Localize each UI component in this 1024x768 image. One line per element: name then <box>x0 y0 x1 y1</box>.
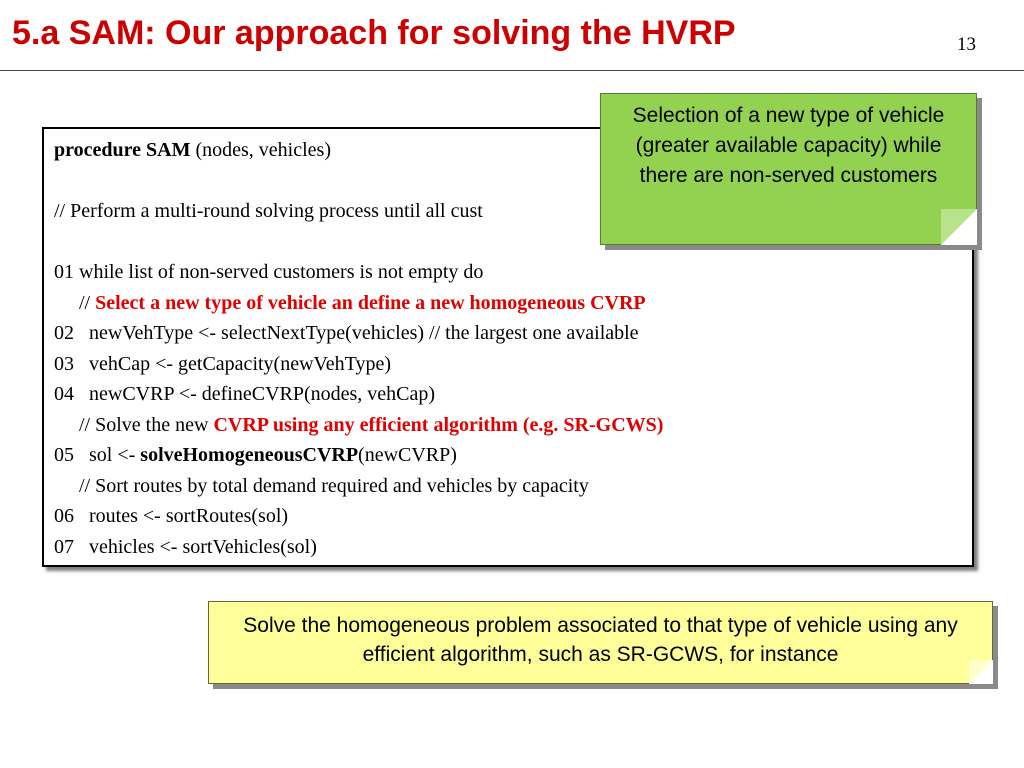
line-05-prefix: 05 sol <- <box>54 444 141 466</box>
solve-function-name: solveHomogeneousCVRP <box>140 444 359 466</box>
comment-solve-cvrp <box>54 410 962 441</box>
code-line-07: 07 vehicles <- sortVehicles(sol) <box>54 535 317 558</box>
slide-title: 5.a SAM: Our approach for solving the HVRP <box>12 14 736 52</box>
comment-sort: // Sort routes by total demand required and vehicles by capacity <box>54 474 589 497</box>
comment-select-vehicle <box>54 288 962 319</box>
line-05-suffix: (newCVRP) <box>358 444 457 466</box>
title-divider <box>0 70 1024 71</box>
code-line-05 <box>54 440 962 471</box>
code-line-01: 01 while list of non-served customers is not empty do <box>54 261 484 283</box>
comment-highlight: Select a new type of vehicle an define a new homogeneous CVRP <box>95 291 646 314</box>
slide-number: 13 <box>957 34 976 55</box>
yellow-note-text: Solve the homogeneous problem associated to that type of vehicle using any efficient algorithm, such as SR-GCWS, for instance <box>243 614 958 666</box>
code-line-04: 04 newCVRP <- defineCVRP(nodes, vehCap) <box>54 383 436 405</box>
green-callout-note <box>600 93 977 245</box>
procedure-args: (nodes, vehicles) <box>190 139 331 161</box>
comment-prefix: // Solve the new <box>54 413 214 436</box>
yellow-callout-note <box>208 601 993 684</box>
comment-highlight: CVRP using any efficient algorithm (e.g. SR-GCWS) <box>213 413 664 436</box>
code-line-02: 02 newVehType <- selectNextType(vehicles) // the largest one available <box>54 322 639 344</box>
intro-comment: // Perform a multi-round solving process until all cust <box>54 200 483 222</box>
note-fold-corner <box>969 660 993 684</box>
note-fold-corner <box>941 209 977 245</box>
procedure-keyword: procedure SAM <box>54 139 191 161</box>
code-line-03: 03 vehCap <- getCapacity(newVehType) <box>54 352 391 375</box>
green-note-text: Selection of a new type of vehicle (greater available capacity) while there are non-served customers <box>632 104 945 187</box>
comment-prefix: // <box>54 291 96 314</box>
code-line-06: 06 routes <- sortRoutes(sol) <box>54 505 289 527</box>
